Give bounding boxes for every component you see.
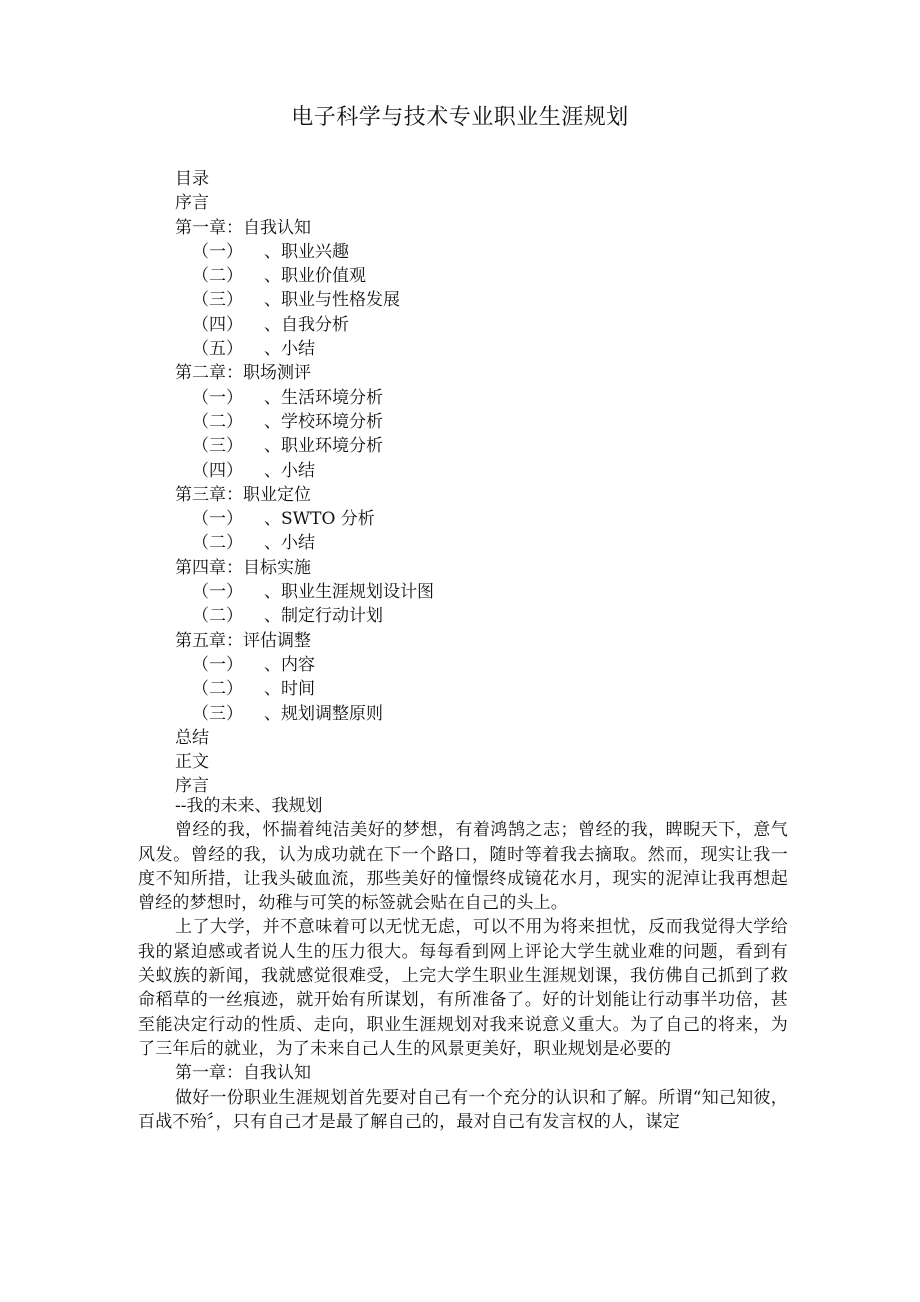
toc-subitem-label: 、小结	[264, 460, 315, 481]
toc-subitem-number: （一）	[192, 241, 243, 262]
toc-subitem	[175, 507, 795, 531]
toc-subitem-label: 、职业兴趣	[264, 241, 349, 262]
toc-subitem	[175, 434, 795, 458]
toc-item: 正文	[175, 752, 209, 773]
toc-item: 第二章：职场测评	[175, 363, 311, 384]
toc-item: 第五章：评估调整	[175, 630, 311, 651]
toc-subitem	[175, 240, 795, 264]
toc-subitem-number: （五）	[192, 339, 243, 360]
toc-subitem	[175, 264, 795, 288]
toc-subitem-label: 、时间	[264, 679, 315, 700]
toc-subitem	[175, 459, 795, 483]
toc-subitem-number: （一）	[192, 387, 243, 408]
preface-paragraph-1: 曾经的我，怀揣着纯洁美好的梦想，有着鸿鹄之志；曾经的我，睥睨天下，意气风发。曾经的我，认为成功就在下一个路口，随时等着我去摘取。然而，现实让我一度不知所措，让我头破血流，那些美好的憧憬终成镜花水月，现实的泥淖让我再想起曾经的梦想时，幼稚与可笑的标签就会贴在自己的头上。	[138, 820, 788, 914]
toc-subitem-number: （二）	[192, 679, 243, 700]
toc-subitem-number: （一）	[192, 654, 243, 675]
toc-subitem-number: （一）	[192, 509, 243, 530]
toc-subitem	[175, 386, 795, 410]
chapter-1-paragraph: 做好一份职业生涯规划首先要对自己有一个充分的认识和了解。所谓“知己知彼，百战不殆〞，只有自己才是最了解自己的，最对自己有发言权的人，谋定	[138, 1087, 788, 1132]
toc-subitem	[175, 580, 795, 604]
toc-subitem-number: （二）	[192, 411, 243, 432]
toc-subitem-number: （二）	[192, 266, 243, 287]
toc-subitem-label: 、小结	[264, 533, 315, 554]
toc-subitem	[175, 288, 795, 312]
toc-subitem-number: （三）	[192, 436, 243, 457]
toc-item: 目录	[175, 169, 209, 189]
toc-subitem	[175, 531, 795, 555]
toc-subitem-label: 、职业价值观	[264, 266, 366, 287]
toc-subitem-label: 、自我分析	[264, 314, 349, 335]
toc-subitem	[175, 653, 795, 677]
toc-subitem	[175, 604, 795, 628]
preface-subtitle: --我的未来、我规划	[175, 796, 323, 816]
toc-subitem-number: （一）	[192, 582, 243, 603]
toc-subitem	[175, 702, 795, 726]
toc-item: 第三章：职业定位	[175, 484, 311, 505]
toc-subitem-number: （三）	[192, 290, 243, 311]
toc-subitem-label: 、SWTO 分析	[264, 509, 375, 530]
toc-subitem	[175, 677, 795, 701]
toc-item: 序言	[175, 776, 209, 797]
toc-item: 第四章：目标实施	[175, 557, 311, 578]
toc-subitem-number: （二）	[192, 533, 243, 554]
toc-item: 第一章：自我认知	[175, 217, 311, 238]
toc-subitem-label: 、制定行动计划	[264, 606, 383, 627]
toc-subitem-label: 、生活环境分析	[264, 387, 383, 408]
toc-subitem-label: 、职业与性格发展	[264, 290, 400, 311]
toc-subitem-number: （四）	[192, 460, 243, 481]
toc-subitem-label: 、小结	[264, 339, 315, 360]
toc-subitem-label: 、规划调整原则	[264, 703, 383, 724]
toc-subitem-number: （四）	[192, 314, 243, 335]
toc-subitem-label: 、内容	[264, 654, 315, 675]
toc-subitem-label: 、职业生涯规划设计图	[264, 582, 434, 603]
toc-subitem	[175, 337, 795, 361]
toc-subitem	[175, 410, 795, 434]
toc-subitem-label: 、职业环境分析	[264, 436, 383, 457]
toc-subitem	[175, 313, 795, 337]
document-title: 电子科学与技术专业职业生涯规划	[291, 105, 629, 130]
toc-item: 总结	[175, 727, 209, 748]
body-text	[138, 794, 788, 1134]
toc-item: 序言	[175, 193, 209, 214]
preface-paragraph-2: 上了大学，并不意味着可以无忧无虑，可以不用为将来担忧，反而我觉得大学给我的紧迫感或者说人生的压力很大。每每看到网上评论大学生就业难的问题，看到有关蚁族的新闻，我就感觉很难受，上完大学生职业生涯规划课，我仿佛自己抓到了救命稻草的一丝痕迹，就开始有所谋划，有所准备了。好的计划能让行动事半功倍，甚至能决定行动的性质、走向，职业生涯规划对我来说意义重大。为了自己的将来，为了三年后的就业，为了未来自己人生的风景更美好，职业规划是必要的	[138, 917, 788, 1059]
toc-subitem-number: （二）	[192, 606, 243, 627]
toc-subitem-label: 、学校环境分析	[264, 411, 383, 432]
chapter-1-heading: 第一章：自我认知	[175, 1063, 311, 1084]
table-of-contents	[175, 167, 795, 799]
toc-subitem-number: （三）	[192, 703, 243, 724]
